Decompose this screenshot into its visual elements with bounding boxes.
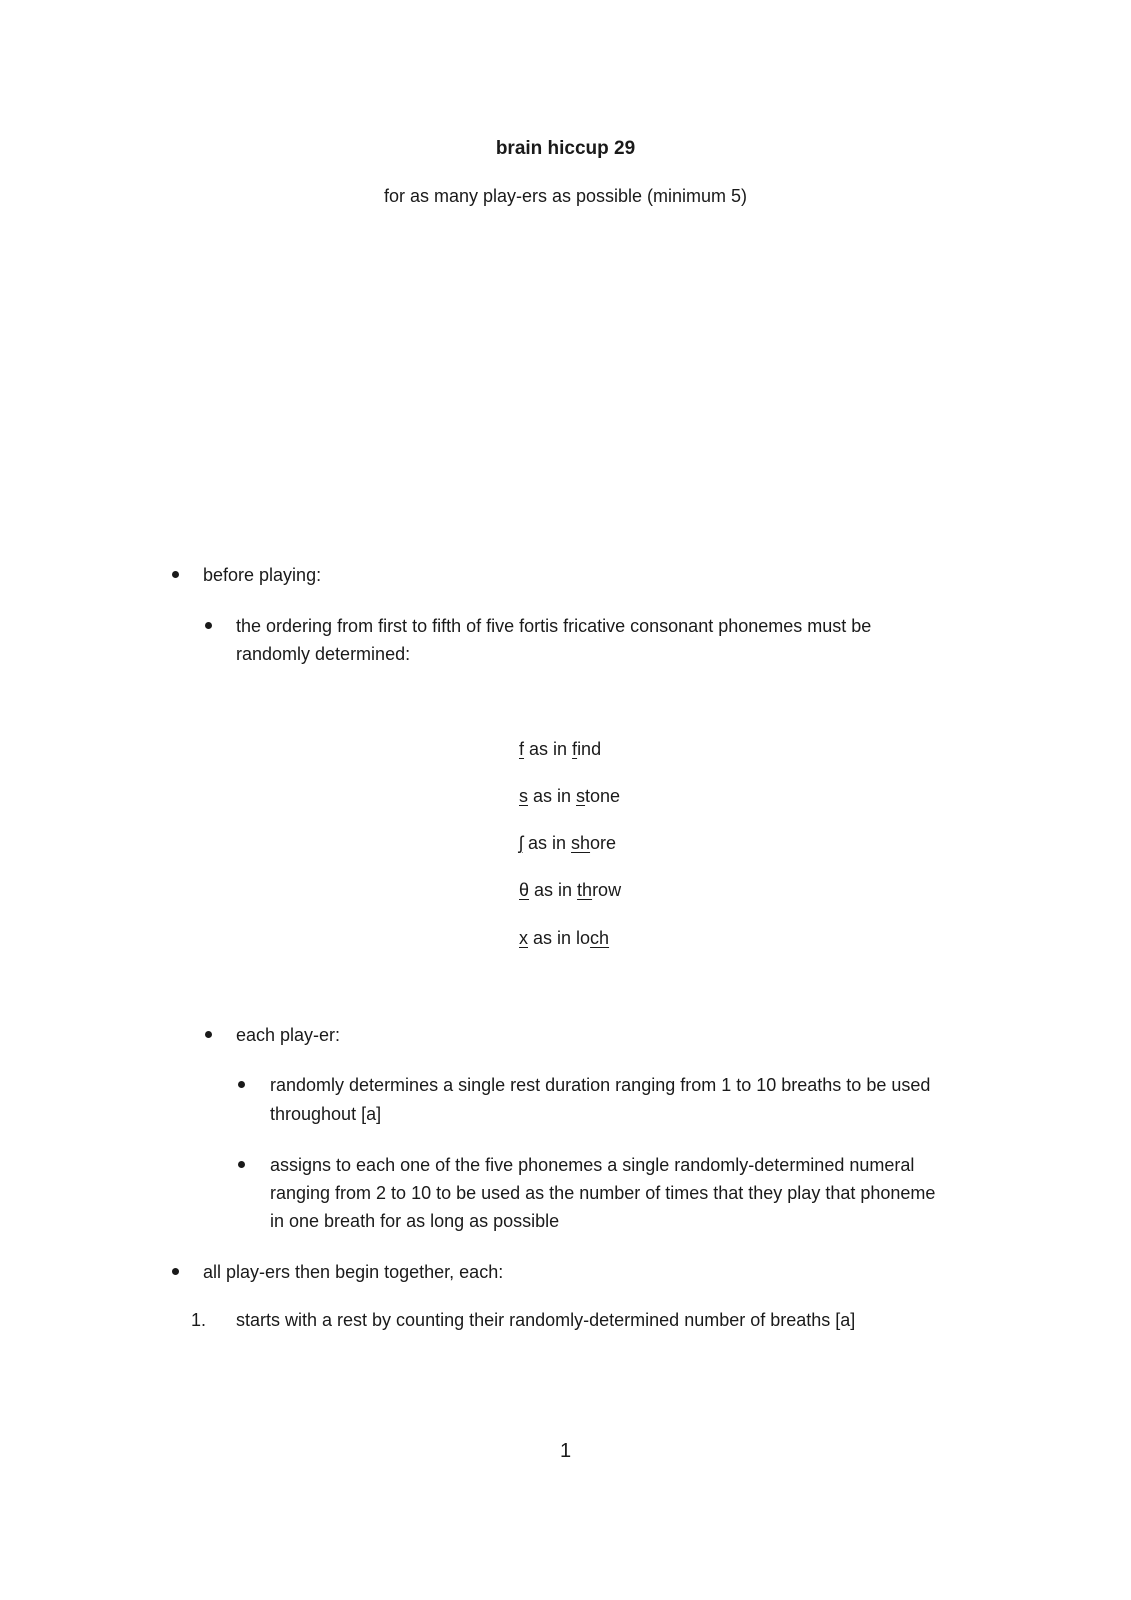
phoneme-as-in: as in [528, 928, 577, 948]
example-word-underlined: s [576, 786, 586, 806]
phoneme-symbol: x [519, 928, 528, 948]
phoneme-symbol: s [519, 786, 528, 806]
phoneme-as-in: as in [528, 786, 577, 806]
bullet-icon [172, 571, 179, 578]
phoneme-item [519, 735, 601, 763]
example-word-prefix: lo [576, 928, 591, 948]
assigns-line-1: assigns to each one of the five phonemes a single randomly-determined numeral [270, 1155, 915, 1175]
step-number: 1. [191, 1310, 207, 1330]
rest-line-1: randomly determines a single rest duration ranging from 1 to 10 breaths to be used [270, 1075, 931, 1095]
bullet-icon [205, 622, 212, 629]
rest-line-2: throughout [a] [270, 1104, 382, 1124]
assigns-line-3: in one breath for as long as possible [270, 1211, 560, 1231]
example-word-suffix: row [592, 880, 622, 900]
phoneme-item [519, 924, 609, 952]
phoneme-symbol: θ [519, 880, 530, 900]
phoneme-item [519, 829, 616, 857]
phoneme-as-in: as in [523, 833, 572, 853]
phoneme-symbol: ʃ [519, 833, 523, 853]
document-subtitle: for as many play-ers as possible (minimum 5) [383, 186, 748, 206]
step-1-text: starts with a rest by counting their randomly-determined number of breaths [a] [236, 1310, 856, 1330]
bullet-icon [238, 1081, 245, 1088]
ordering-line-1: the ordering from first to fifth of five fortis fricative consonant phonemes must be [236, 616, 872, 636]
phoneme-as-in: as in [529, 880, 578, 900]
assigns-line-2: ranging from 2 to 10 to be used as the number of times that they play that phoneme [270, 1183, 936, 1203]
phoneme-as-in: as in [524, 739, 573, 759]
phoneme-item [519, 782, 620, 810]
example-word-suffix: ind [577, 739, 602, 759]
phoneme-item [519, 876, 621, 904]
section-before-playing: before playing: [203, 565, 322, 585]
phoneme-symbol: f [519, 739, 525, 759]
section-each-player: each play-er: [236, 1025, 341, 1045]
example-word-underlined: f [572, 739, 578, 759]
section-all-players: all play-ers then begin together, each: [203, 1262, 504, 1282]
example-word-underlined: th [577, 880, 593, 900]
bullet-icon [238, 1161, 245, 1168]
example-word-suffix: tone [585, 786, 621, 806]
example-word-underlined: ch [590, 928, 610, 948]
example-word-suffix: ore [590, 833, 617, 853]
document-title: brain hiccup 29 [495, 138, 636, 159]
bullet-icon [205, 1031, 212, 1038]
page-number: 1 [559, 1440, 572, 1462]
ordering-line-2: randomly determined: [236, 644, 411, 664]
bullet-icon [172, 1268, 179, 1275]
example-word-underlined: sh [571, 833, 591, 853]
